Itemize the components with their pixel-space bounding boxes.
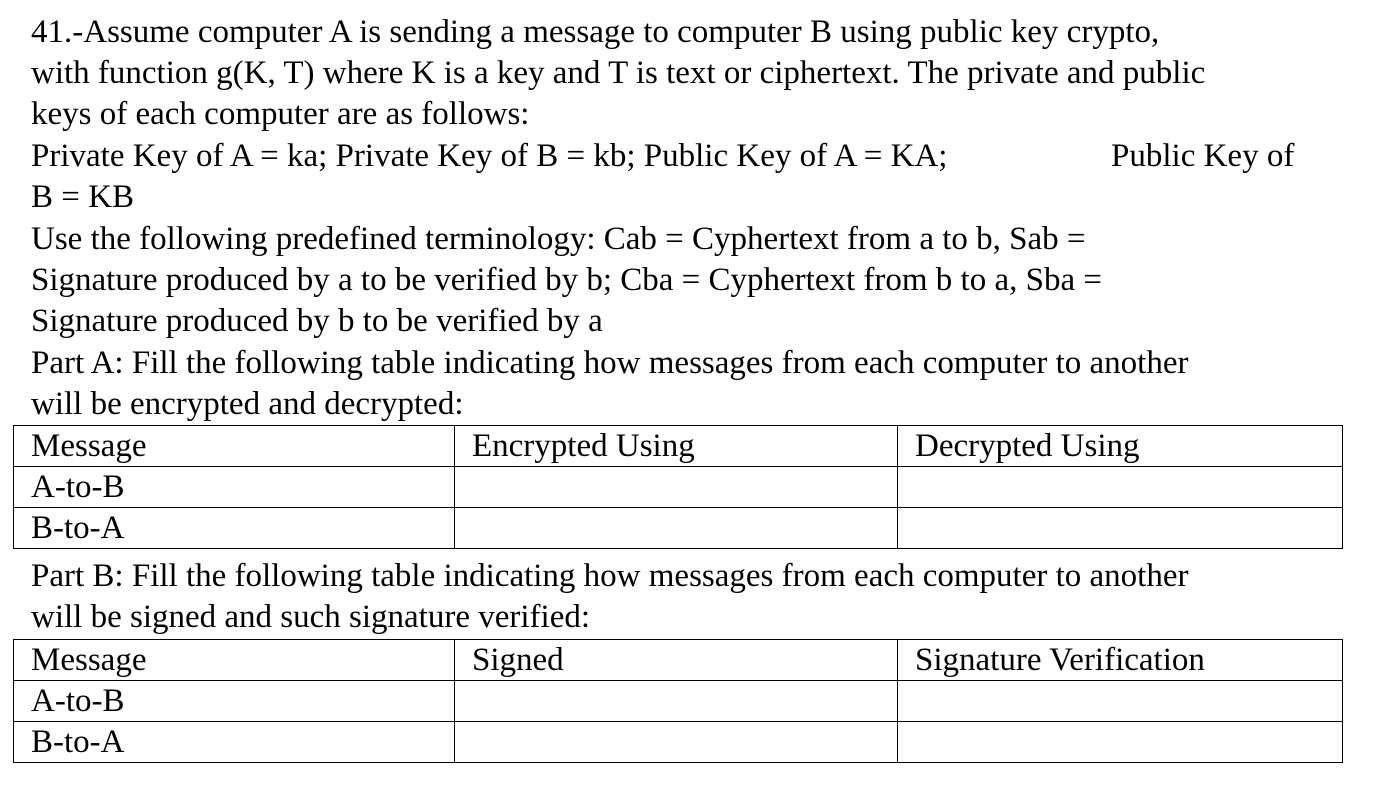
part-a-instruction: Part A: Fill the following table indicating how messages from each computer to another [31, 345, 1189, 381]
header-signature-verification: Signature Verification [898, 640, 1343, 681]
intro-line: keys of each computer are as follows: [31, 96, 530, 132]
header-encrypted-using: Encrypted Using [455, 426, 898, 467]
header-decrypted-using: Decrypted Using [898, 426, 1343, 467]
decrypted-using-cell[interactable] [898, 508, 1343, 549]
terminology-line: Use the following predefined terminology: Cab = Cyphertext from a to b, Sab = [31, 221, 1086, 257]
header-signed: Signed [455, 640, 898, 681]
encrypted-using-cell[interactable] [455, 508, 898, 549]
terminology-line: Signature produced by a to be verified by b; Cba = Cyphertext from b to a, Sba = [31, 262, 1102, 298]
keys-line-continued: B = KB [31, 179, 134, 215]
part-b-instruction: Part B: Fill the following table indicating how messages from each computer to another [31, 558, 1189, 594]
intro-line: with function g(K, T) where K is a key and T is text or ciphertext. The private and public [31, 55, 1206, 91]
decrypted-using-cell[interactable] [898, 467, 1343, 508]
table-row [14, 508, 1343, 549]
part-b-instruction: will be signed and such signature verified: [31, 599, 591, 635]
part-a-instruction: will be encrypted and decrypted: [31, 386, 464, 422]
row-message: A-to-B [14, 681, 455, 722]
terminology-line: Signature produced by b to be verified by a [31, 303, 603, 339]
encrypted-using-cell[interactable] [455, 467, 898, 508]
row-message: A-to-B [14, 467, 455, 508]
signed-cell[interactable] [455, 722, 898, 763]
part-a-table [13, 425, 1343, 549]
header-message: Message [14, 426, 455, 467]
keys-line-left: Private Key of A = ka; Private Key of B = kb; Public Key of A = KA; [31, 138, 948, 174]
table-row [14, 722, 1343, 763]
table-header-row [14, 426, 1343, 467]
keys-line-right: Public Key of [1111, 138, 1295, 174]
header-message: Message [14, 640, 455, 681]
table-row [14, 681, 1343, 722]
table-row [14, 467, 1343, 508]
signed-cell[interactable] [455, 681, 898, 722]
signature-verification-cell[interactable] [898, 722, 1343, 763]
intro-line: 41.-Assume computer A is sending a message to computer B using public key crypto, [31, 14, 1160, 50]
signature-verification-cell[interactable] [898, 681, 1343, 722]
part-b-table [13, 639, 1343, 763]
row-message: B-to-A [14, 508, 455, 549]
table-header-row [14, 640, 1343, 681]
row-message: B-to-A [14, 722, 455, 763]
